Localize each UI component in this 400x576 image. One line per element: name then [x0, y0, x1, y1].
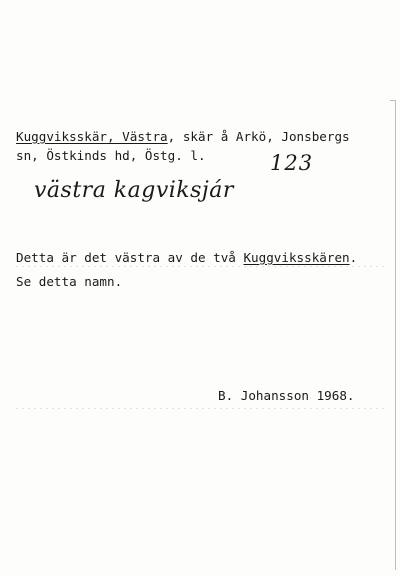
header-line-1 — [16, 129, 350, 145]
body-line-2: Se detta namn. — [16, 274, 123, 289]
body-text: Detta är det västra av de två — [16, 250, 244, 265]
signature: B. Johansson 1968. — [218, 388, 355, 403]
body-line-1 — [16, 250, 357, 266]
body-reference: Kuggviksskären — [243, 250, 350, 265]
handwritten-pronunciation: västra kagviksjár — [34, 178, 234, 203]
card-edge-right — [395, 100, 396, 570]
handwritten-number: 123 — [270, 151, 314, 175]
faint-dot-row-2 — [14, 408, 384, 409]
body-period: . — [349, 250, 358, 265]
location-text: , skär å Arkö, Jonsbergs — [167, 129, 350, 144]
faint-dot-row — [14, 266, 384, 267]
headword: Kuggviksskär, Västra — [16, 129, 168, 144]
header-line-2: sn, Östkinds hd, Östg. l. — [16, 148, 206, 163]
